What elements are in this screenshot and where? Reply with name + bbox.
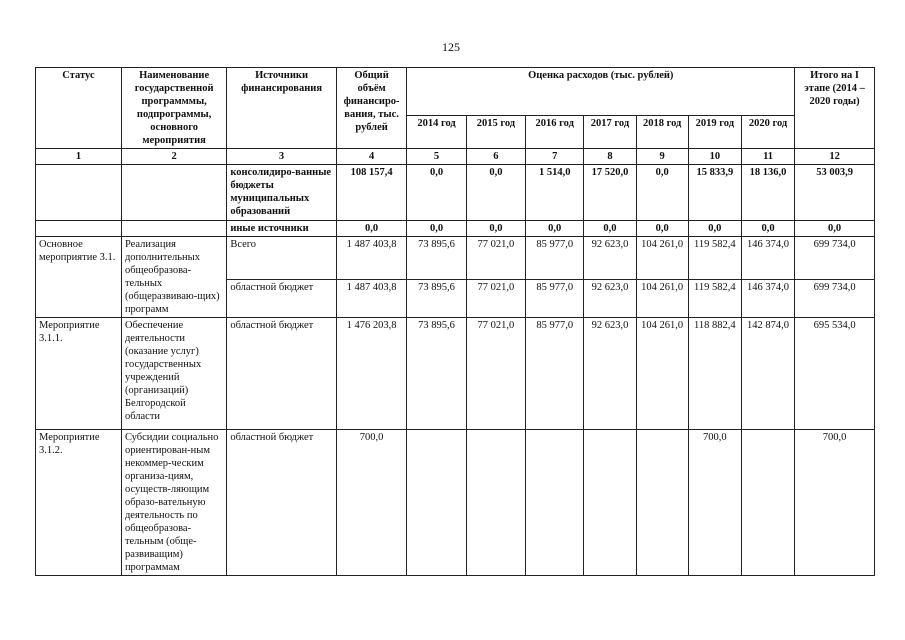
table-row (36, 430, 875, 576)
row-name: Обеспечение деятельности (оказание услуг) государственных учреждений (организаций) Белгородской области (121, 318, 226, 430)
row-value: 104 261,0 (636, 318, 688, 430)
row-value: 0,0 (795, 221, 875, 237)
row-value: 118 882,4 (688, 318, 741, 430)
column-number: 8 (584, 149, 636, 165)
header-year: 2019 год (688, 115, 741, 148)
row-value: 85 977,0 (526, 318, 584, 430)
row-value: 92 623,0 (584, 318, 636, 430)
row-value: 700,0 (336, 430, 407, 576)
header-year: 2018 год (636, 115, 688, 148)
row-value: 85 977,0 (526, 279, 584, 317)
row-value: 0,0 (688, 221, 741, 237)
row-value: 77 021,0 (466, 318, 525, 430)
row-value: 146 374,0 (741, 279, 794, 317)
row-value: 1 487 403,8 (336, 237, 407, 280)
column-number-row (36, 149, 875, 165)
row-source: областной бюджет (227, 318, 336, 430)
column-number: 5 (407, 149, 466, 165)
row-value: 119 582,4 (688, 237, 741, 280)
row-source: областной бюджет (227, 430, 336, 576)
row-value: 142 874,0 (741, 318, 794, 430)
header-year: 2014 год (407, 115, 466, 148)
header-year: 2017 год (584, 115, 636, 148)
row-name (121, 221, 226, 237)
row-value: 18 136,0 (741, 165, 794, 221)
header-year: 2020 год (741, 115, 794, 148)
column-number: 11 (741, 149, 794, 165)
row-value: 695 534,0 (795, 318, 875, 430)
row-value: 0,0 (466, 165, 525, 221)
row-value: 92 623,0 (584, 237, 636, 280)
row-name: Субсидии социально ориентирован-ным некоммер-ческим организа-циям, осуществ-ляющим образо-вательную деятельность по общеобразова-тельным (обще-развиващим) программам (121, 430, 226, 576)
row-value: 699 734,0 (795, 237, 875, 280)
column-number: 1 (36, 149, 122, 165)
row-value: 0,0 (407, 165, 466, 221)
header-total-volume: Общий объём финансиро-вания, тыс. рублей (336, 68, 407, 149)
row-value: 0,0 (466, 221, 525, 237)
header-sources: Источники финансирования (227, 68, 336, 149)
row-value: 104 261,0 (636, 237, 688, 280)
row-source: консолидиро-ванные бюджеты муниципальных образований (227, 165, 336, 221)
row-value: 119 582,4 (688, 279, 741, 317)
row-value: 146 374,0 (741, 237, 794, 280)
column-number: 3 (227, 149, 336, 165)
row-value: 0,0 (584, 221, 636, 237)
header-status: Статус (36, 68, 122, 149)
header-stage-total: Итого на I этапе (2014 – 2020 годы) (795, 68, 875, 149)
row-name (121, 165, 226, 221)
column-number: 10 (688, 149, 741, 165)
row-source: иные источники (227, 221, 336, 237)
row-value: 73 895,6 (407, 279, 466, 317)
row-value: 1 514,0 (526, 165, 584, 221)
row-value (407, 430, 466, 576)
row-value (741, 430, 794, 576)
column-number: 4 (336, 149, 407, 165)
row-value: 700,0 (688, 430, 741, 576)
row-value: 77 021,0 (466, 237, 525, 280)
row-status: Основное мероприятие 3.1. (36, 237, 122, 318)
column-number: 6 (466, 149, 525, 165)
header-estimate: Оценка расходов (тыс. рублей) (407, 68, 795, 116)
row-value (466, 430, 525, 576)
row-value (584, 430, 636, 576)
row-value: 73 895,6 (407, 237, 466, 280)
row-value: 1 487 403,8 (336, 279, 407, 317)
row-value: 699 734,0 (795, 279, 875, 317)
row-value: 92 623,0 (584, 279, 636, 317)
column-number: 12 (795, 149, 875, 165)
row-name: Реализация дополнительных общеобразова-тельных (общеразвиваю-щих) программ (121, 237, 226, 318)
row-value: 15 833,9 (688, 165, 741, 221)
row-value: 0,0 (636, 221, 688, 237)
table-row (36, 237, 875, 280)
row-value: 0,0 (407, 221, 466, 237)
row-status: Мероприятие 3.1.1. (36, 318, 122, 430)
row-value: 0,0 (526, 221, 584, 237)
budget-table (35, 67, 875, 576)
row-value: 85 977,0 (526, 237, 584, 280)
row-value: 108 157,4 (336, 165, 407, 221)
row-value: 0,0 (741, 221, 794, 237)
column-number: 2 (121, 149, 226, 165)
table-row (36, 318, 875, 430)
header-name: Наименование государственной программмы, подпрограммы, основного мероприятия (121, 68, 226, 149)
header-year: 2016 год (526, 115, 584, 148)
row-value: 1 476 203,8 (336, 318, 407, 430)
row-value: 77 021,0 (466, 279, 525, 317)
row-value: 0,0 (336, 221, 407, 237)
page-number: 125 (442, 40, 460, 54)
row-value: 0,0 (636, 165, 688, 221)
table-row (36, 165, 875, 221)
row-status: Мероприятие 3.1.2. (36, 430, 122, 576)
row-value: 73 895,6 (407, 318, 466, 430)
column-number: 7 (526, 149, 584, 165)
row-status (36, 221, 122, 237)
row-source: Всего (227, 237, 336, 280)
row-value: 104 261,0 (636, 279, 688, 317)
row-value (636, 430, 688, 576)
table-row (36, 221, 875, 237)
row-status (36, 165, 122, 221)
row-value (526, 430, 584, 576)
row-value: 700,0 (795, 430, 875, 576)
row-source: областной бюджет (227, 279, 336, 317)
column-number: 9 (636, 149, 688, 165)
row-value: 17 520,0 (584, 165, 636, 221)
header-year: 2015 год (466, 115, 525, 148)
row-value: 53 003,9 (795, 165, 875, 221)
